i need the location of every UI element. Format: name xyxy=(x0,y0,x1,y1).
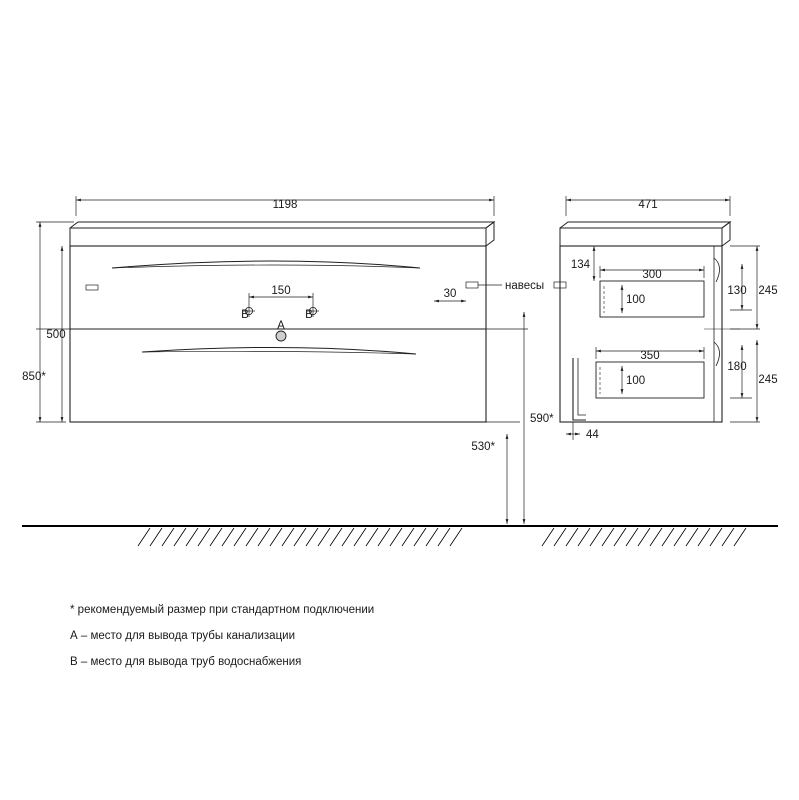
side-dimensions xyxy=(566,196,760,440)
label-hangers: навесы xyxy=(505,280,545,292)
dim-top-offset: 134 xyxy=(570,259,590,271)
dim-front-width: 1198 xyxy=(272,199,298,211)
dim-depth-530: 530* xyxy=(471,441,495,453)
front-dimension-labels xyxy=(22,199,554,453)
dim-pipe-spacing: 150 xyxy=(271,285,291,297)
legend-block xyxy=(70,597,590,675)
dim-drawer-lower-height: 100 xyxy=(626,375,646,387)
dim-side-depth: 471 xyxy=(638,199,658,211)
dim-right-130: 130 xyxy=(727,285,747,297)
side-view xyxy=(554,222,740,422)
dim-drawer-upper-width: 300 xyxy=(642,269,662,281)
dim-right-245-bottom: 245 xyxy=(758,374,778,386)
dim-right-180: 180 xyxy=(727,361,747,373)
dim-drawer-lower-width: 350 xyxy=(640,350,660,362)
ground-line xyxy=(22,526,778,546)
dim-base-offset: 44 xyxy=(586,429,599,441)
dim-right-245-top: 245 xyxy=(758,285,778,297)
marker-water-left: B xyxy=(241,309,249,321)
front-dimensions xyxy=(36,196,528,524)
dim-front-height-overall: 850* xyxy=(22,371,46,383)
marker-sewer: A xyxy=(277,320,285,332)
dim-front-height-body: 500 xyxy=(46,329,66,341)
legend-line-3: В – место для вывода труб водоснабжения xyxy=(70,656,302,668)
legend-line-2: А – место для вывода трубы канализации xyxy=(70,630,296,642)
dim-depth-590: 590* xyxy=(530,413,554,425)
marker-water-right: B xyxy=(305,309,313,321)
dim-drawer-upper-height: 100 xyxy=(626,294,646,306)
legend-line-1: * рекомендуемый размер при стандартном подключении xyxy=(70,604,375,616)
dim-edge-offset: 30 xyxy=(443,288,457,300)
side-dimension-labels xyxy=(571,199,778,441)
